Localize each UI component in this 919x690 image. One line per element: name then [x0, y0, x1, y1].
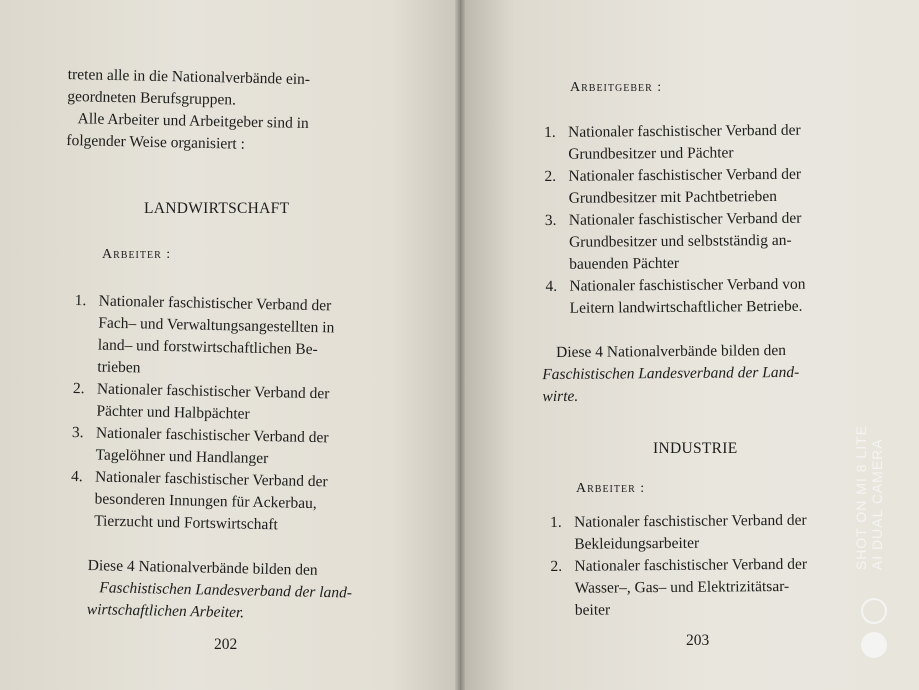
list-number: 2. — [550, 557, 563, 575]
list-number: 4. — [70, 467, 83, 486]
workers-list — [550, 510, 808, 622]
watermark-line: SHOT ON MI 8 LITE — [853, 425, 869, 571]
list-item — [73, 290, 335, 383]
text-line: Nationaler faschistischer Verband der — [574, 555, 808, 575]
text-line: bauenden Pächter — [569, 254, 680, 273]
list-number: 4. — [545, 277, 558, 295]
list-item — [544, 120, 804, 166]
page-number: 203 — [686, 632, 710, 649]
list-item — [545, 208, 806, 276]
list-item — [550, 554, 807, 622]
text-line: Diese 4 Nationalverbände bilden den — [556, 341, 787, 361]
text-line: Pächter und Halbpächter — [96, 402, 250, 423]
text-line: Nationaler faschistischer Verband der — [98, 292, 332, 315]
closing-paragraph — [542, 340, 800, 408]
workers-list — [70, 290, 335, 537]
text-line-italic: Faschistischen Landesverband der land- — [99, 579, 353, 602]
text-line: Nationaler faschistischer Verband der — [568, 121, 801, 141]
text-line: besonderen Innungen für Ackerbau, — [94, 490, 317, 513]
text-line: Wasser–, Gas– und Elektrizitätsar- — [574, 577, 790, 597]
subheading-workers: Arbeiter : — [576, 481, 646, 496]
list-item — [72, 378, 333, 427]
subheading-workers: Arbeiter : — [102, 247, 172, 262]
section-heading: LANDWIRTSCHAFT — [144, 200, 290, 217]
text-line: beiter — [574, 601, 611, 619]
text-line: Nationaler faschistischer Verband von — [569, 275, 806, 295]
text-line: Tagelöhner und Handlanger — [95, 446, 269, 468]
text-line: treten alle in die Nationalverbände ein- — [67, 65, 311, 89]
text-line: Grundbesitzer und Pächter — [568, 144, 734, 163]
text-line: Nationaler faschistischer Verband der — [96, 380, 330, 403]
text-line: Leitern landwirtschaftlicher Betriebe. — [569, 297, 803, 317]
list-item — [71, 422, 332, 471]
list-item — [550, 510, 807, 556]
intro-paragraph — [66, 64, 310, 157]
text-line: Fach– und Verwaltungsangestellten in — [98, 314, 335, 337]
right-page — [460, 0, 919, 690]
subheading-employers: Arbeitgeber : — [570, 80, 663, 95]
list-number: 2. — [72, 379, 85, 398]
watermark-line: AI DUAL CAMERA — [869, 438, 885, 571]
section-heading: INDUSTRIE — [653, 440, 738, 457]
text-line: geordneten Berufsgruppen. — [67, 87, 237, 109]
book-gutter — [455, 0, 465, 690]
text-line: Grundbesitzer mit Pachtbetrieben — [568, 187, 778, 207]
text-line: Tierzucht und Fortswirtschaft — [93, 512, 278, 534]
text-line: Alle Arbeiter und Arbeitgeber sind in — [66, 109, 309, 133]
employers-list — [544, 120, 806, 320]
list-number: 3. — [71, 423, 84, 442]
text-line: land– und forstwirtschaftlichen Be- — [97, 336, 318, 359]
text-line: Bekleidungsarbeiter — [574, 534, 700, 553]
text-line: Diese 4 Nationalverbände bilden den — [87, 556, 318, 579]
list-item — [544, 164, 804, 210]
page-number: 202 — [214, 636, 238, 653]
list-item — [70, 466, 331, 537]
text-line: Nationaler faschistischer Verband der — [568, 165, 802, 185]
text-line: Nationaler faschistischer Verband der — [94, 468, 328, 491]
list-number: 1. — [544, 123, 556, 141]
camera-dot-icon — [861, 632, 887, 658]
list-number: 1. — [74, 291, 87, 310]
text-line: Nationaler faschistischer Verband der — [574, 511, 807, 531]
text-line: Grundbesitzer und selbstständig an- — [568, 231, 792, 251]
text-line-italic: wirte. — [542, 387, 579, 406]
text-line-italic: wirtschaftlichen Arbeiter. — [86, 600, 245, 622]
text-line: Nationaler faschistischer Verband der — [95, 424, 329, 447]
camera-ring-icon — [861, 598, 887, 624]
closing-paragraph — [87, 555, 353, 627]
text-line: Nationaler faschistischer Verband der — [568, 209, 802, 229]
list-number: 1. — [550, 513, 562, 531]
list-item — [545, 274, 805, 320]
text-line: trieben — [97, 358, 141, 377]
list-number: 2. — [544, 167, 557, 185]
text-line-italic: Faschistischen Landesverband der Land- — [542, 363, 800, 384]
text-line: folgender Weise organisiert : — [66, 131, 246, 153]
watermark-text — [853, 425, 885, 570]
list-number: 3. — [544, 211, 557, 229]
